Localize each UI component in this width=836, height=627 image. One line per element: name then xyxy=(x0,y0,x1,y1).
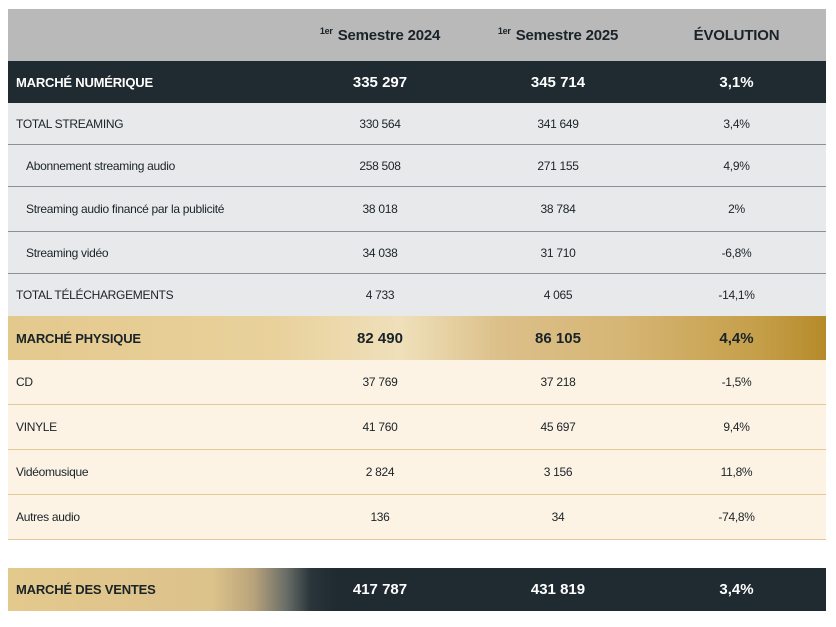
row-label: Vidéomusique xyxy=(16,465,89,479)
market-table xyxy=(8,9,826,540)
value-2025: 37 218 xyxy=(540,375,576,389)
value-2024: 2 824 xyxy=(365,465,395,479)
table-row xyxy=(8,145,826,187)
row-label: Streaming vidéo xyxy=(26,245,109,260)
value-evolution: -6,8% xyxy=(721,245,752,260)
value-2024: 4 733 xyxy=(365,288,395,302)
header-col-2025-label: Semestre 2025 xyxy=(511,27,619,44)
value-2024: 136 xyxy=(370,510,390,524)
value-evolution: 4,9% xyxy=(723,158,750,173)
value-evolution: 2% xyxy=(728,202,745,216)
table-row xyxy=(8,495,826,540)
header-col-evolution: ÉVOLUTION xyxy=(693,26,780,44)
value-2025: 4 065 xyxy=(543,288,573,302)
header-col-2025 xyxy=(469,26,647,44)
value-2024: 82 490 xyxy=(357,329,403,347)
row-label: Streaming audio financé par la publicité xyxy=(26,202,225,216)
row-label: MARCHÉ NUMÉRIQUE xyxy=(16,74,153,90)
table-row xyxy=(8,450,826,495)
row-label: Abonnement streaming audio xyxy=(26,158,175,173)
value-evolution: -74,8% xyxy=(718,510,755,524)
value-2025: 271 155 xyxy=(537,158,579,173)
row-label: VINYLE xyxy=(16,420,57,434)
value-2024: 34 038 xyxy=(362,245,398,260)
value-2025: 86 105 xyxy=(535,329,581,347)
table-row xyxy=(8,103,826,145)
table-row xyxy=(8,187,826,232)
row-label: TOTAL TÉLÉCHARGEMENTS xyxy=(16,288,174,302)
row-label: MARCHÉ DES VENTES xyxy=(16,582,156,597)
value-2024: 38 018 xyxy=(362,202,398,216)
value-2024: 335 297 xyxy=(352,73,408,91)
value-evolution: 4,4% xyxy=(719,329,754,347)
value-evolution: 9,4% xyxy=(723,420,750,434)
header-col-2024-label: Semestre 2024 xyxy=(333,27,441,44)
value-2025: 31 710 xyxy=(540,245,576,260)
row-label: Autres audio xyxy=(16,510,80,524)
value-evolution: 3,4% xyxy=(719,581,754,598)
value-2025: 431 819 xyxy=(530,581,586,598)
value-2025: 341 649 xyxy=(537,116,579,131)
value-evolution: 11,8% xyxy=(720,465,753,479)
row-label: TOTAL STREAMING xyxy=(16,116,124,131)
value-evolution: 3,4% xyxy=(723,116,750,131)
value-2024: 330 564 xyxy=(359,116,401,131)
row-label: MARCHÉ PHYSIQUE xyxy=(16,330,141,346)
value-2024: 417 787 xyxy=(352,581,408,598)
table-row xyxy=(8,232,826,274)
value-2024: 37 769 xyxy=(362,375,398,389)
header-col-2024 xyxy=(291,26,469,44)
value-2025: 38 784 xyxy=(540,202,576,216)
row-label: CD xyxy=(16,375,33,389)
value-evolution: 3,1% xyxy=(719,73,754,91)
table-row xyxy=(8,360,826,405)
physical-market-row xyxy=(8,316,826,360)
value-evolution: -14,1% xyxy=(718,288,755,302)
table-header-row xyxy=(8,9,826,61)
header-col-2024-sup: 1er xyxy=(319,26,333,36)
value-2025: 34 xyxy=(551,510,565,524)
total-market-row xyxy=(8,568,826,611)
value-2024: 258 508 xyxy=(359,158,401,173)
digital-market-row xyxy=(8,61,826,103)
value-2025: 45 697 xyxy=(540,420,576,434)
value-evolution: -1,5% xyxy=(721,375,752,389)
table-row xyxy=(8,274,826,316)
value-2024: 41 760 xyxy=(362,420,398,434)
value-2025: 345 714 xyxy=(530,73,586,91)
header-col-2025-sup: 1er xyxy=(497,26,511,36)
table-row xyxy=(8,405,826,450)
value-2025: 3 156 xyxy=(543,465,573,479)
